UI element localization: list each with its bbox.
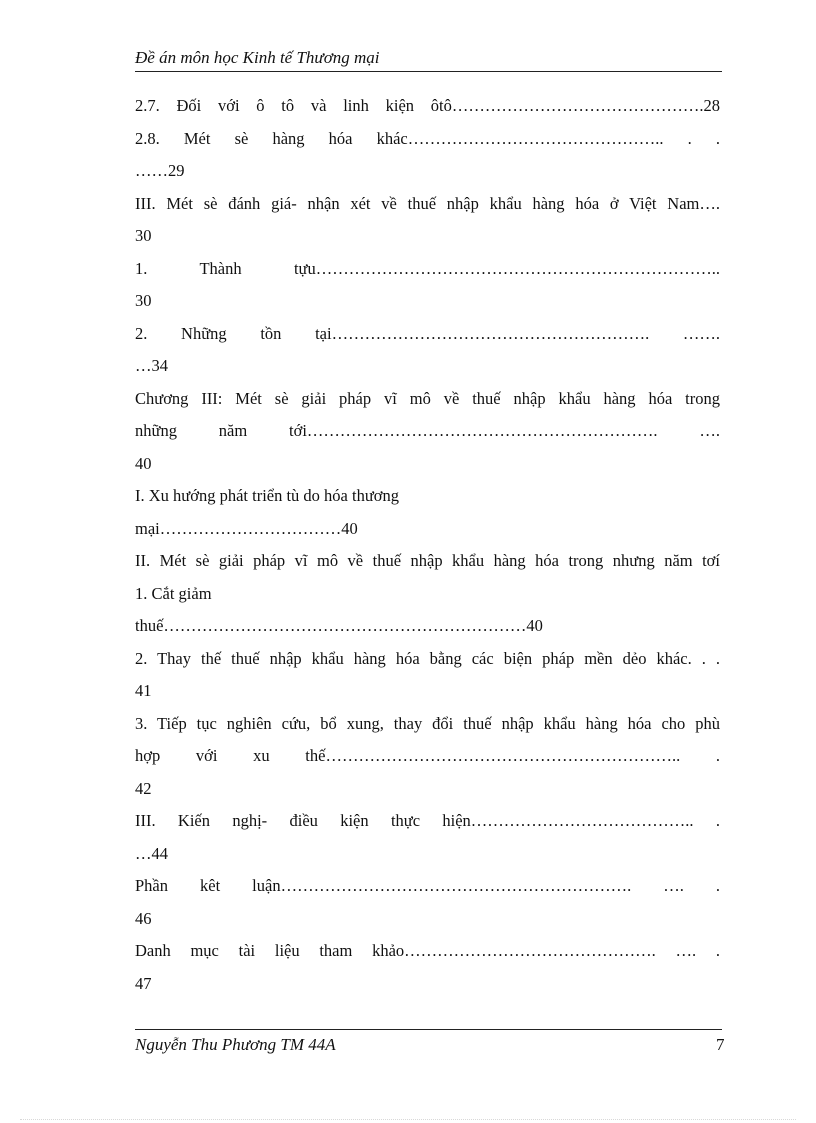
page-header-title: Đề án môn học Kinh tế Thương mại <box>135 48 380 67</box>
toc-line: 2.8. Mét sè hàng hóa khác……………………………………….. . . <box>135 128 720 148</box>
toc-line: …34 <box>135 356 168 375</box>
footer-rule <box>135 1029 722 1030</box>
page-edge-dotted-line <box>20 1119 796 1120</box>
toc-line: mại……………………………40 <box>135 518 358 538</box>
toc-line: III. Mét sè đánh giá- nhận xét về thuế nhập khẩu hàng hóa ở Việt Nam…. <box>135 193 720 213</box>
toc-line: Phần kêt luận………………………………………………………. …. . <box>135 876 720 895</box>
table-of-contents <box>135 90 720 1000</box>
toc-line: Danh mục tài liệu tham khảo………………………………………. …. . <box>135 941 720 960</box>
toc-line: 3. Tiếp tục nghiên cứu, bổ xung, thay đổi thuế nhập khẩu hàng hóa cho phù <box>135 713 720 733</box>
toc-line: ……29 <box>135 161 185 180</box>
toc-line: 40 <box>135 453 152 473</box>
toc-line: hợp với xu thế……………………………………………………….. . <box>135 746 720 765</box>
toc-line: những năm tới………………………………………………………. …. <box>135 421 720 440</box>
toc-line: III. Kiến nghị- điều kiện thực hiện………………………………….. . <box>135 811 720 830</box>
toc-line: 42 <box>135 778 152 798</box>
toc-line: 1. Cắt giảm <box>135 583 212 603</box>
toc-line: 2.7. Đối với ô tô và linh kiện ôtô……………………………………….28 <box>135 96 720 115</box>
toc-line: 47 <box>135 973 152 993</box>
toc-line: 2. Những tồn tại…………………………………………………. ……. <box>135 323 720 343</box>
toc-line: I. Xu hướng phát triển tù do hóa thương <box>135 486 400 505</box>
toc-line: 30 <box>135 226 152 245</box>
toc-line: 1. Thành tựu……………………………………………………………….. <box>135 258 720 278</box>
toc-line: thuế…………………………………………………………40 <box>135 616 543 635</box>
page-number: 7 <box>716 1035 725 1054</box>
footer-author: Nguyễn Thu Phương TM 44A <box>135 1035 336 1054</box>
toc-line: …44 <box>135 843 168 863</box>
toc-line: 30 <box>135 291 152 310</box>
header-rule <box>135 71 722 72</box>
toc-line: 2. Thay thế thuế nhập khẩu hàng hóa bằng các biện pháp mền dẻo khác. . . <box>135 648 720 668</box>
toc-line: Chương III: Mét sè giải pháp vĩ mô về thuế nhập khẩu hàng hóa trong <box>135 388 720 408</box>
toc-line: II. Mét sè giải pháp vĩ mô về thuế nhập khẩu hàng hóa trong nhưng năm tơí <box>135 551 720 570</box>
toc-line: 46 <box>135 908 152 928</box>
toc-line: 41 <box>135 681 152 700</box>
